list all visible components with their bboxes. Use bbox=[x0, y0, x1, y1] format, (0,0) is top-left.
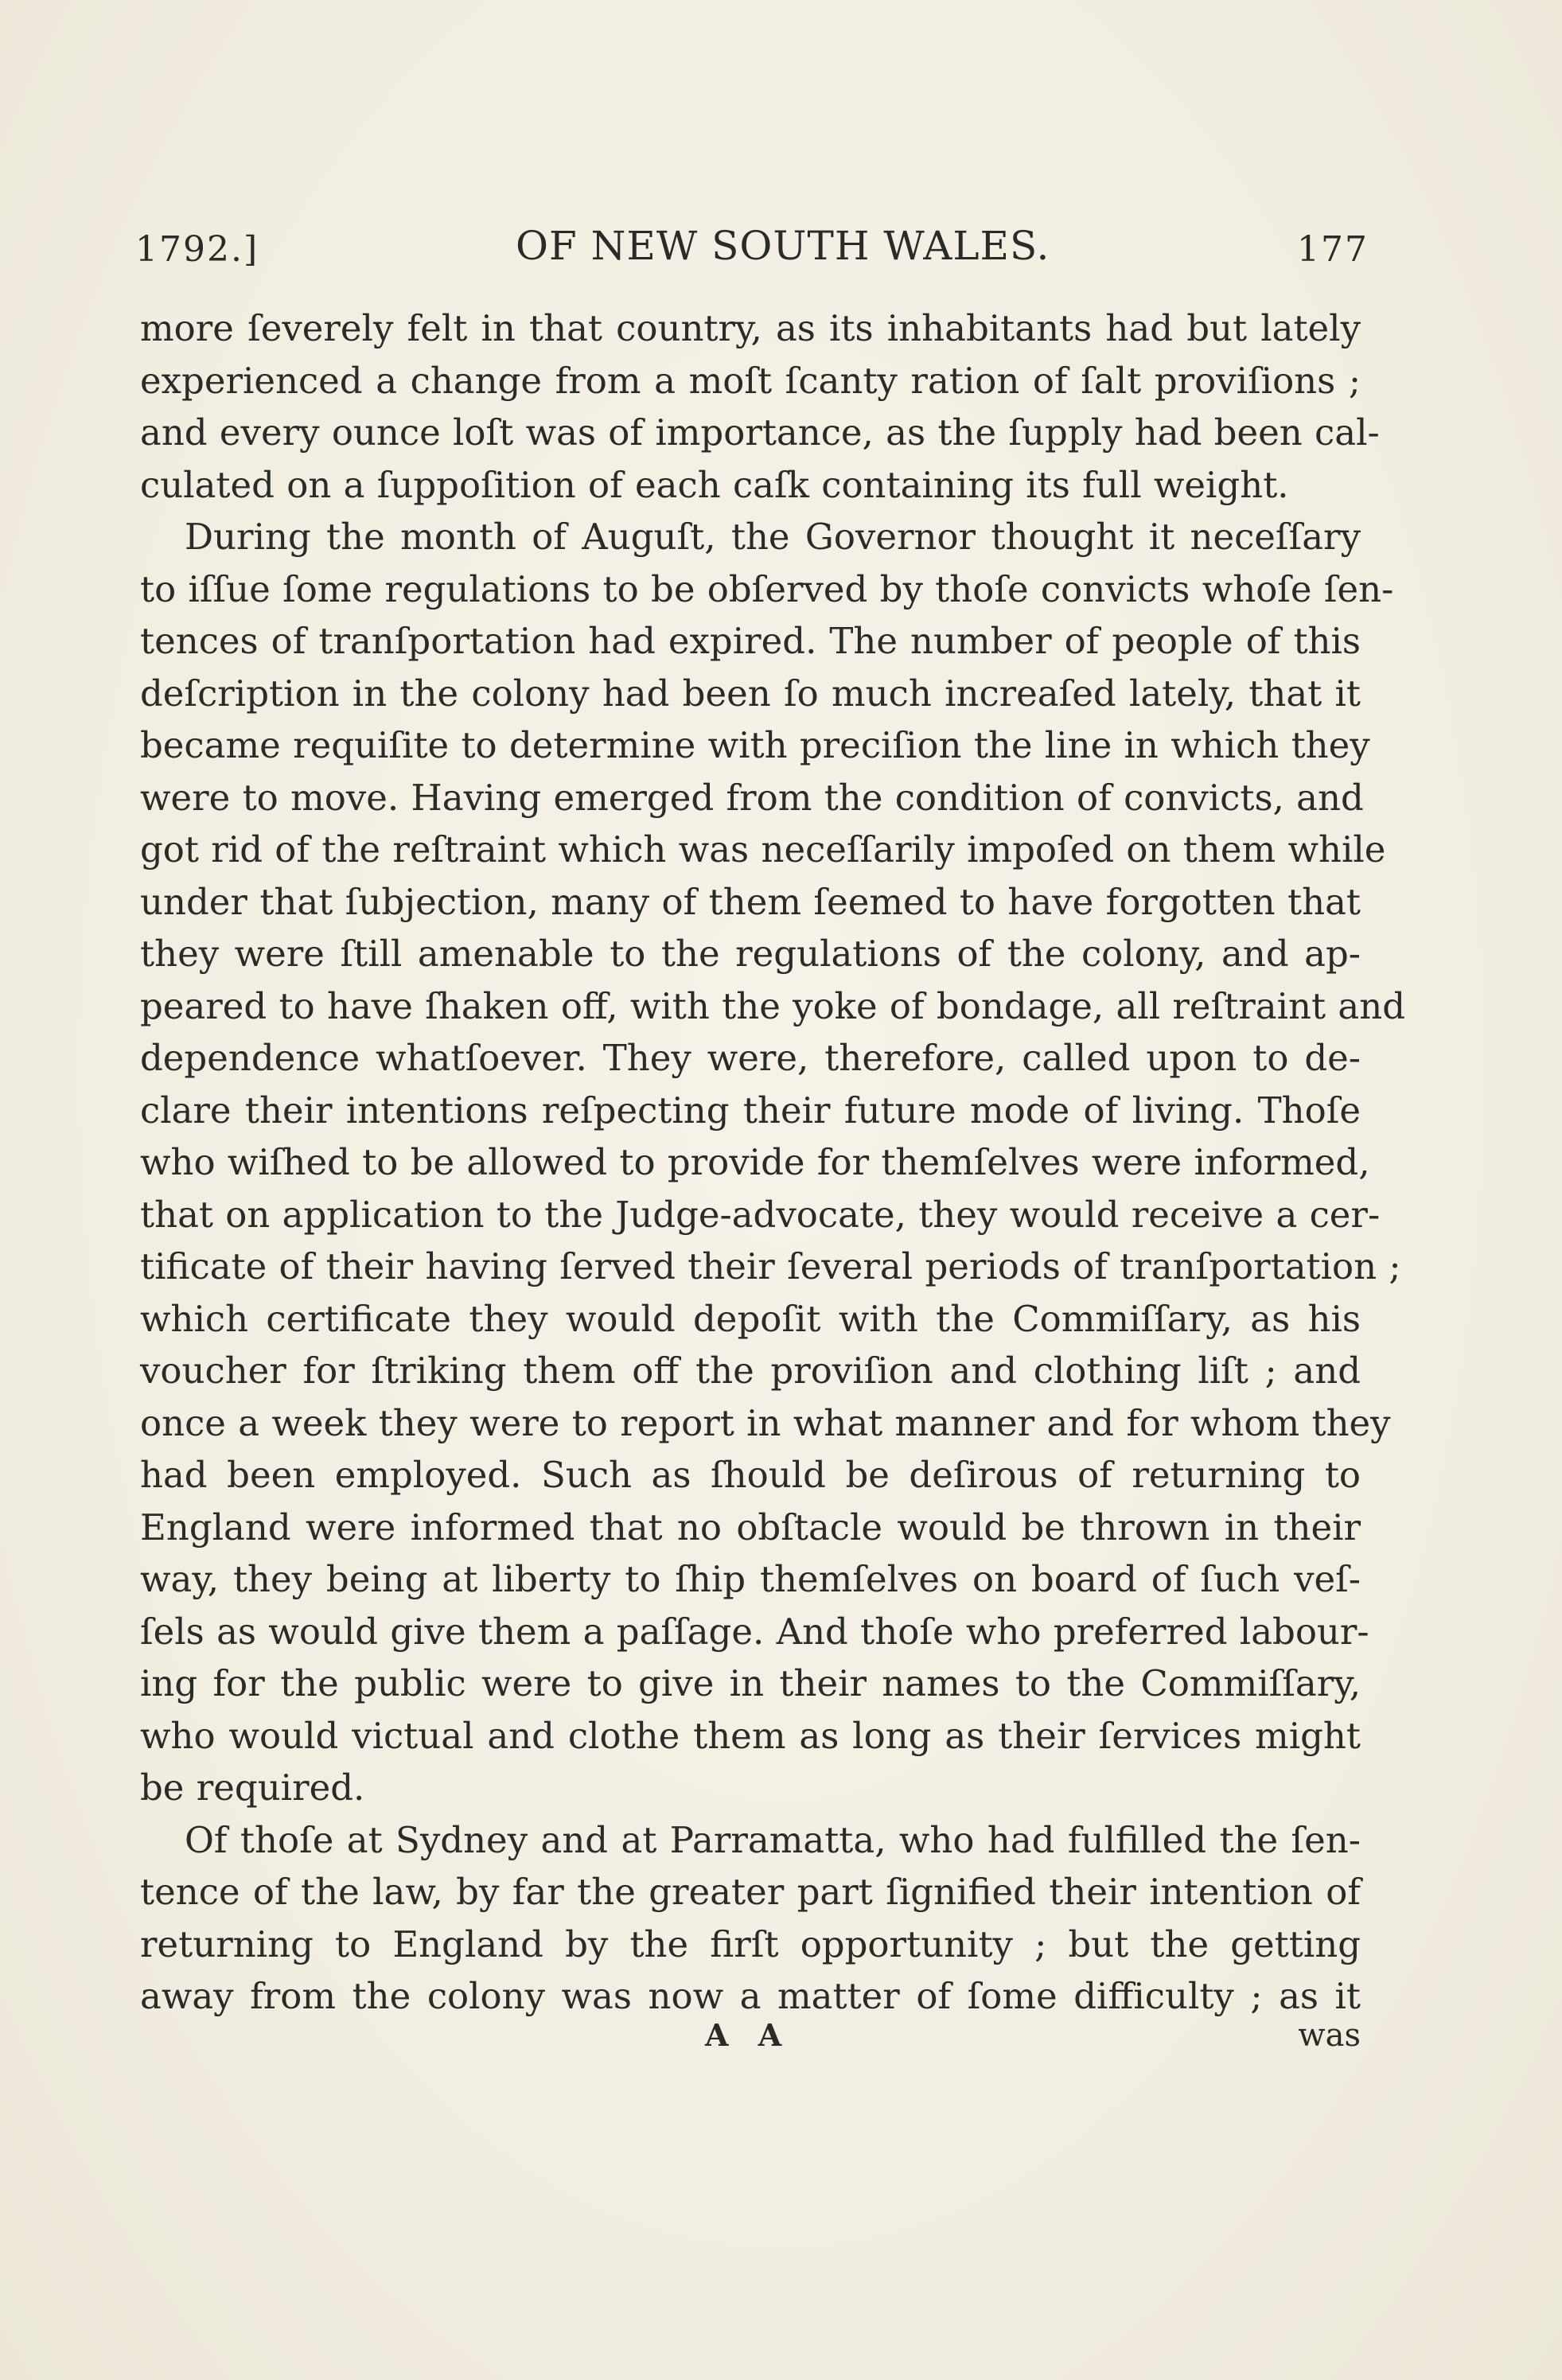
text-line: to iſſue ſome regulations to be obſerved by thoſe convicts whoſe ſen- bbox=[140, 567, 1394, 610]
page-number: 177 bbox=[1297, 229, 1369, 270]
running-head-title: OF NEW SOUTH WALES. bbox=[516, 223, 1050, 269]
text-line: tence of the law, by far the greater part ſignified their intention of bbox=[140, 1871, 1361, 1913]
text-line: experienced a change from a moſt ſcanty ration of ſalt proviſions ; bbox=[140, 359, 1361, 402]
text-line: had been employed. Such as ſhould be deſirous of returning to bbox=[140, 1454, 1361, 1496]
text-line: tences of tranſportation had expired. The number of people of this bbox=[140, 620, 1361, 662]
text-line: voucher for ſtriking them off the proviſion and clothing liſt ; and bbox=[140, 1350, 1361, 1392]
text-line: During the month of Auguſt, the Governor thought it neceſſary bbox=[185, 516, 1361, 558]
text-line: more ſeverely felt in that country, as its inhabitants had but lately bbox=[140, 307, 1361, 349]
text-line: ſels as would give them a paſſage. And thoſe who preferred labour- bbox=[140, 1610, 1369, 1653]
text-line: got rid of the reſtraint which was neceſſarily impoſed on them while bbox=[140, 828, 1386, 871]
text-line: be required. bbox=[140, 1766, 365, 1809]
text-line: away from the colony was now a matter of ſome difficulty ; as it bbox=[140, 1975, 1361, 2017]
text-line: peared to have ſhaken off, with the yoke of bondage, all reſtraint and bbox=[140, 984, 1406, 1027]
text-line: who wiſhed to be allowed to provide for themſelves were informed, bbox=[140, 1141, 1370, 1183]
running-head-year: 1792.] bbox=[135, 229, 259, 270]
text-line: were to move. Having emerged from the condition of convicts, and bbox=[140, 776, 1364, 819]
running-head bbox=[135, 213, 1369, 277]
text-line: under that ſubjection, many of them ſeemed to have forgotten that bbox=[140, 880, 1361, 923]
text-line: ing for the public were to give in their names to the Commiſſary, bbox=[140, 1662, 1361, 1704]
text-line: who would victual and clothe them as long as their ſervices might bbox=[140, 1714, 1361, 1757]
text-line: dependence whatſoever. They were, therefore, called upon to de- bbox=[140, 1037, 1361, 1079]
signature-mark: A A bbox=[705, 2017, 792, 2053]
body-text bbox=[140, 302, 1406, 2023]
text-line: Of thoſe at Sydney and at Parramatta, who had fulfilled the ſen- bbox=[185, 1818, 1361, 1861]
text-line: culated on a ſuppoſition of each caſk containing its full weight. bbox=[140, 463, 1289, 506]
catchword: was bbox=[1298, 2017, 1361, 2054]
text-line: and every ounce loſt was of importance, as the ſupply had been cal- bbox=[140, 411, 1380, 454]
text-line: returning to England by the firſt opportunity ; but the getting bbox=[140, 1922, 1361, 1965]
text-line: England were informed that no obſtacle would be thrown in their bbox=[140, 1506, 1361, 1548]
text-line: way, they being at liberty to ſhip themſelves on board of ſuch veſ- bbox=[140, 1558, 1361, 1600]
page-footer bbox=[140, 2017, 1361, 2065]
text-line: which certificate they would depoſit with the Commiſſary, as his bbox=[140, 1297, 1361, 1340]
text-line: became requiſite to determine with preciſion the line in which they bbox=[140, 724, 1370, 766]
text-line: that on application to the Judge-advocate, they would receive a cer- bbox=[140, 1193, 1381, 1236]
text-line: tificate of their having ſerved their ſeveral periods of tranſportation ; bbox=[140, 1245, 1401, 1287]
text-line: they were ſtill amenable to the regulations of the colony, and ap- bbox=[140, 933, 1361, 975]
text-line: deſcription in the colony had been ſo much increaſed lately, that it bbox=[140, 672, 1361, 715]
text-line: clare their intentions reſpecting their future mode of living. Thoſe bbox=[140, 1089, 1361, 1132]
text-line: once a week they were to report in what manner and for whom they bbox=[140, 1401, 1391, 1444]
